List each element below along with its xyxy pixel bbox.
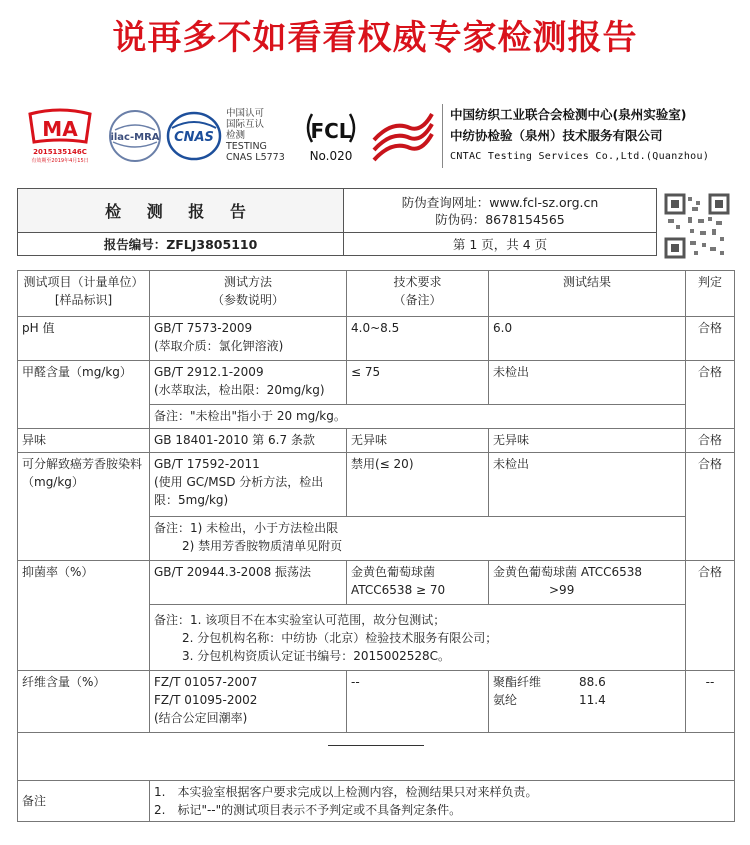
org-name-en: CNTAC Testing Services Co.,Ltd.(Quanzhou) [450,151,710,162]
anti-counterfeit-info [344,189,656,233]
report-title: 检 测 报 告 [18,189,344,233]
col-verdict: 判定 [686,271,735,317]
method-cell: GB/T 2912.1-2009 (水萃取法，检出限：20mg/kg) [150,361,347,405]
qr-code-icon [664,193,730,259]
verdict-cell: 合格 [686,361,735,429]
svg-text:MA: MA [42,117,78,141]
col-requirement: 技术要求 （备注） [347,271,489,317]
result-cell: 无异味 [489,429,686,453]
table-row [18,429,735,453]
logo-divider [442,104,443,168]
item-cell: pH 值 [18,317,150,361]
verdict-cell: 合格 [686,561,735,671]
ilac-mra-logo-icon [107,108,163,164]
item-cell: 抑菌率（%） [18,561,150,671]
blank-cell [18,733,735,781]
table-row [18,561,735,605]
table-row [18,671,735,733]
query-url: 防伪查询网址：www.fcl-sz.org.cn [401,194,599,210]
organization-block [450,104,709,167]
method-cell: GB 18401-2010 第 6.7 条款 [150,429,347,453]
requirement-cell: -- [347,671,489,733]
result-cell: 聚酯纤维 88.6 氨纶 11.4 [489,671,686,733]
report-header-table [17,188,657,256]
verdict-cell: 合格 [686,317,735,361]
ma-code: 2015135146C [33,148,87,156]
remarks-content: 1. 本实验室根据客户要求完成以上检测内容，检测结果只对来样负责。 2. 标记"--"的测试项目表示不予判定或不具备判定条件。 [150,781,735,822]
col-result: 测试结果 [489,271,686,317]
cnas-line: 中国认可 [226,108,265,119]
remarks-row [18,781,735,822]
ilac-text: ilac-MRA [110,132,160,143]
requirement-cell: 禁用(≤ 20) [347,453,489,517]
fcl-no: No.020 [309,149,353,163]
report-number: 报告编号：ZFLJ3805110 [18,233,344,255]
method-cell: GB/T 7573-2009 (萃取介质：氯化钾溶液) [150,317,347,361]
col-item: 测试项目（计量单位） [样品标识] [18,271,150,317]
test-results-table [17,270,735,822]
verdict-cell: 合格 [686,453,735,561]
method-cell: GB/T 17592-2011 (使用 GC/MSD 分析方法，检出限：5mg/kg) [150,453,347,517]
table-row [18,317,735,361]
cnas-text: CNAS [174,130,214,145]
item-cell: 可分解致癌芳香胺染料（mg/kg） [18,453,150,561]
cnas-caption [226,108,285,163]
note-cell: 备注："未检出"指小于 20 mg/kg。 [150,405,686,429]
requirement-cell: 4.0~8.5 [347,317,489,361]
col-method: 测试方法 （参数说明） [150,271,347,317]
method-cell: FZ/T 01057-2007 FZ/T 01095-2002 (结合公定回潮率) [150,671,347,733]
cma-logo-icon [24,108,96,164]
blank-row [18,733,735,781]
result-cell: 未检出 [489,453,686,517]
cntac-wave-logo-icon [370,106,436,164]
cnas-line: 检测 [226,130,246,141]
query-code: 防伪码：8678154565 [435,211,565,227]
ma-sub: 有效期至2019年4月15日 [31,158,89,164]
cnas-line: TESTING [226,141,267,152]
requirement-cell: 无异味 [347,429,489,453]
org-name-2: 中纺协检验（泉州）技术服务有限公司 [450,128,663,143]
org-name-1: 中国纺织工业联合会检测中心(泉州实验室) [450,107,687,122]
table-row [18,453,735,517]
item-cell: 纤维含量（%） [18,671,150,733]
cnas-line: CNAS L5773 [226,152,285,163]
requirement-cell: ≤ 75 [347,361,489,405]
fcl-logo-icon [300,108,362,166]
note-cell: 备注：1. 该项目不在本实验室认可范围，故分包测试； 2. 分包机构名称：中纺协（北京）检验技术服务有限公司； 3. 分包机构资质认定证书编号：2015002528C。 [150,605,686,671]
method-cell: GB/T 20944.3-2008 振荡法 [150,561,347,605]
item-cell: 异味 [18,429,150,453]
note-cell: 备注：1) 未检出，小于方法检出限 2) 禁用芳香胺物质清单见附页 [150,517,686,561]
verdict-cell: -- [686,671,735,733]
end-divider-line [328,745,424,746]
table-header-row [18,271,735,317]
remarks-label: 备注 [18,781,150,822]
table-row [18,361,735,405]
cnas-line: 国际互认 [226,119,265,130]
requirement-cell: 金黄色葡萄球菌 ATCC6538 ≥ 70 [347,561,489,605]
fcl-text: FCL [310,119,352,143]
verdict-cell: 合格 [686,429,735,453]
result-cell: 金黄色葡萄球菌 ATCC6538 >99 [489,561,686,605]
item-cell: 甲醛含量（mg/kg） [18,361,150,429]
page-indicator: 第 1 页，共 4 页 [452,237,548,252]
result-cell: 未检出 [489,361,686,405]
result-cell: 6.0 [489,317,686,361]
banner-title: 说再多不如看看权威专家检测报告 [112,18,638,58]
cnas-logo-icon [166,110,222,162]
